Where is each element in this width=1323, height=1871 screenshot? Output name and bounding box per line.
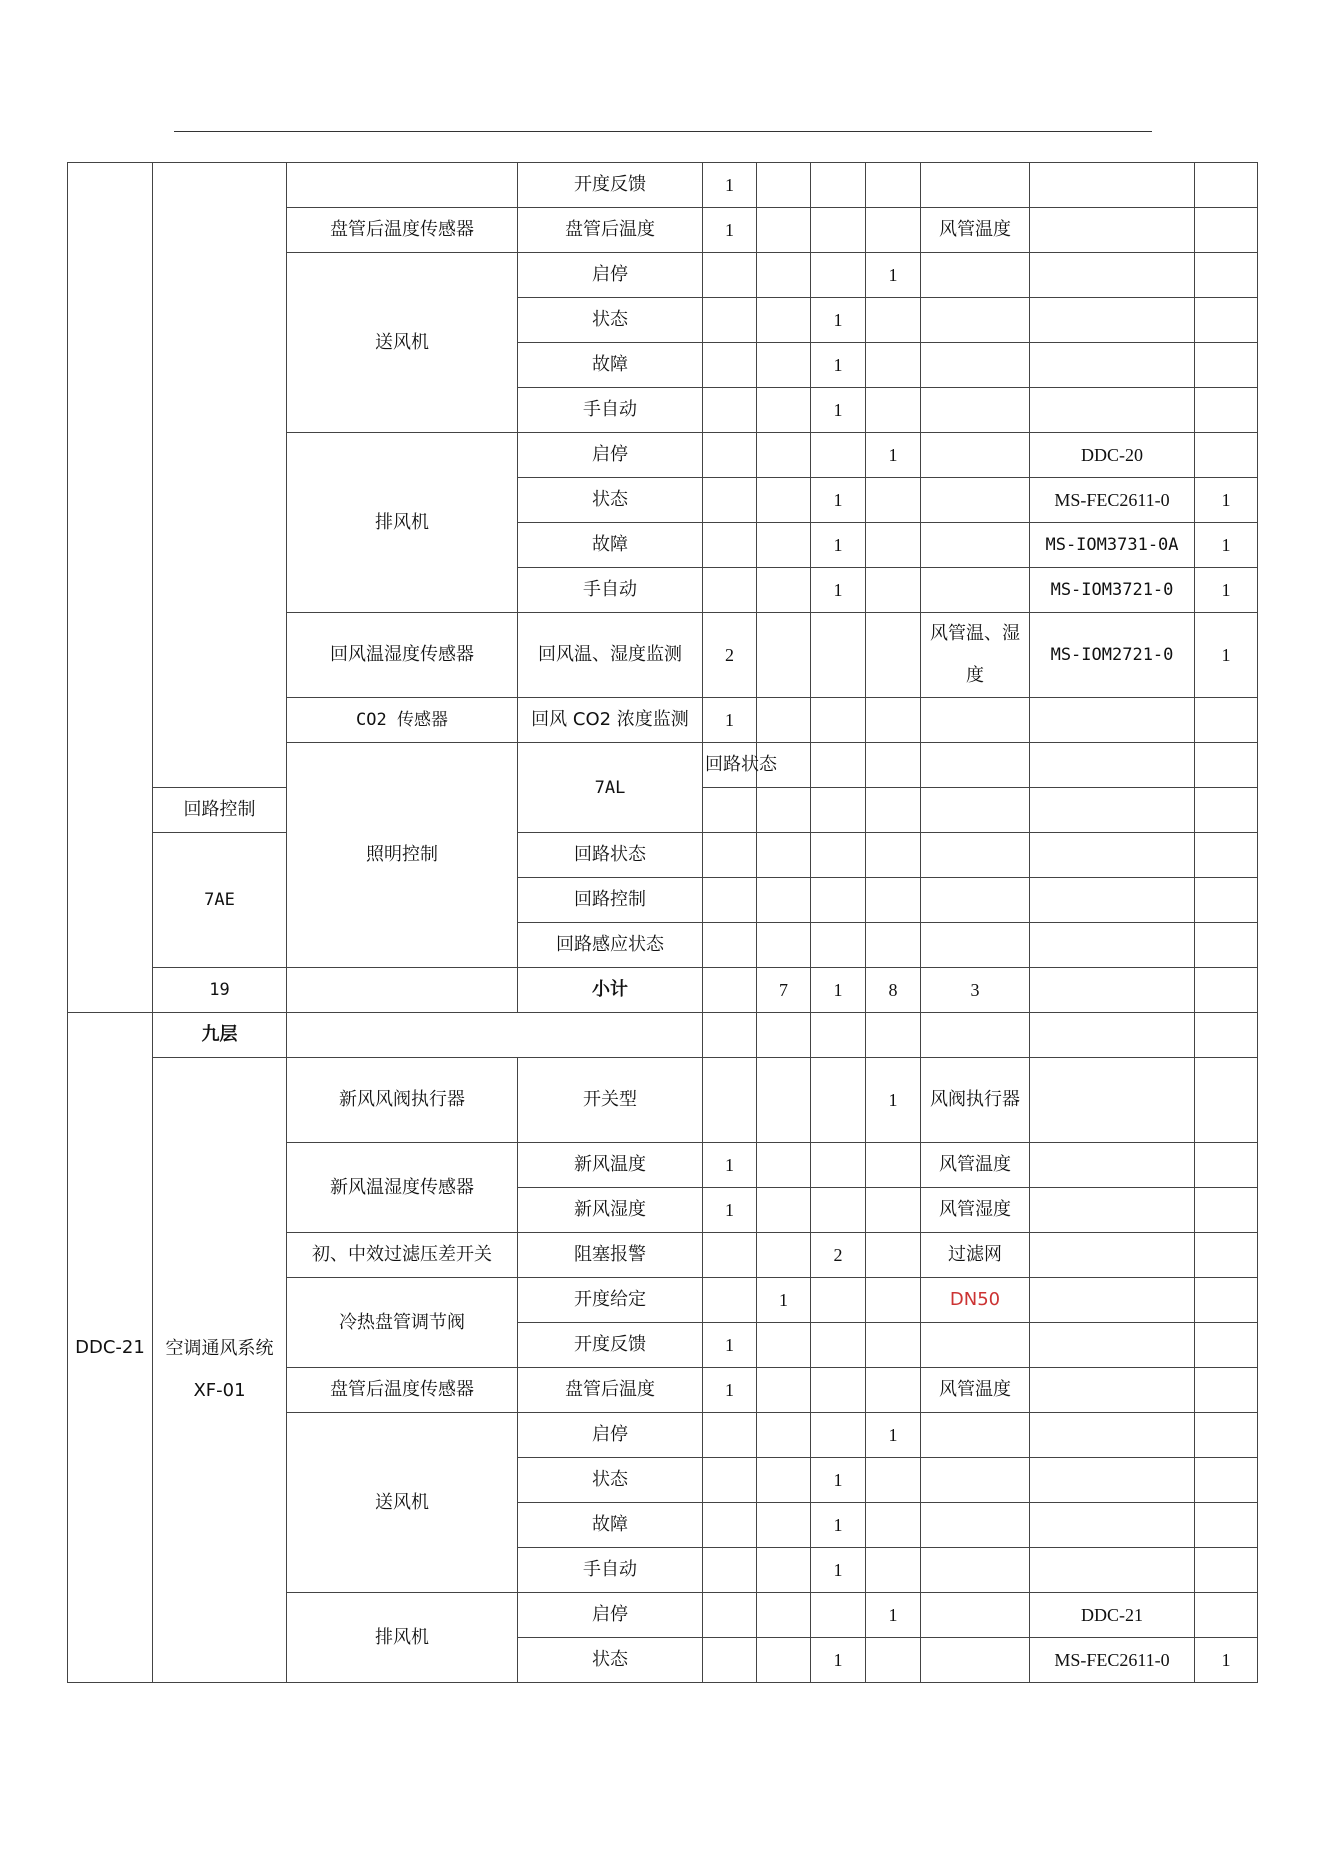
system-cell: 照明控制: [287, 743, 518, 968]
model-cell: MS-FEC2611-0: [1030, 1638, 1195, 1683]
device-cell: 盘管后温度传感器: [287, 1368, 518, 1413]
point-cell: 开关型: [518, 1058, 703, 1143]
device-cell: 排风机: [287, 1593, 518, 1683]
remark-cell: 风管湿度: [921, 1188, 1030, 1233]
di-cell: 1: [811, 568, 866, 613]
ai-cell: 1: [703, 1143, 757, 1188]
do-cell: 1: [866, 1058, 921, 1143]
table-row: [68, 1013, 1258, 1058]
point-cell: 手自动: [518, 1548, 703, 1593]
di-cell: 1: [811, 523, 866, 568]
point-cell: 状态: [518, 478, 703, 523]
di-cell: 1: [811, 388, 866, 433]
ai-cell: 1: [703, 163, 757, 208]
device-cell: 送风机: [287, 1413, 518, 1593]
point-cell: 启停: [518, 1593, 703, 1638]
ai-total: 7: [757, 968, 811, 1013]
point-cell: 开度反馈: [518, 163, 703, 208]
point-cell: 故障: [518, 343, 703, 388]
row-number-cell: 19: [153, 968, 287, 1013]
table-row: [68, 1058, 1258, 1143]
ao-total: 1: [811, 968, 866, 1013]
point-cell: 手自动: [518, 388, 703, 433]
ai-cell: 1: [703, 698, 757, 743]
device-cell: 初、中效过滤压差开关: [287, 1233, 518, 1278]
do-cell: 1: [866, 433, 921, 478]
point-cell: 回路状态: [518, 833, 703, 878]
di-cell: 1: [811, 1503, 866, 1548]
point-cell: 开度反馈: [518, 1323, 703, 1368]
di-cell: 1: [811, 478, 866, 523]
model-cell: DDC-21: [1030, 1593, 1195, 1638]
point-cell: 状态: [518, 298, 703, 343]
system-cell-empty: [153, 163, 287, 788]
device-cell: 排风机: [287, 433, 518, 613]
qty-cell: 1: [1195, 613, 1258, 698]
model-cell: MS-IOM2721-0: [1030, 613, 1195, 698]
di-cell: 1: [811, 1638, 866, 1683]
point-cell: 回路感应状态: [518, 923, 703, 968]
circuit-cell: 7AE: [153, 833, 287, 968]
subtotal-label: 小计: [518, 968, 703, 1013]
circuit-cell: 7AL: [518, 743, 703, 833]
remark-cell: 过滤网: [921, 1233, 1030, 1278]
remark-cell: 风管温度: [921, 208, 1030, 253]
qty-cell: 1: [1195, 478, 1258, 523]
model-cell: MS-IOM3721-0: [1030, 568, 1195, 613]
do-cell: 1: [866, 1593, 921, 1638]
do-cell: 1: [866, 253, 921, 298]
ddc-cell: DDC-21: [68, 1013, 153, 1683]
point-cell: 回路控制: [518, 878, 703, 923]
device-cell: 盘管后温度传感器: [287, 208, 518, 253]
point-cell: 启停: [518, 1413, 703, 1458]
remark-cell: DN50: [921, 1278, 1030, 1323]
table-row: [68, 833, 1258, 878]
point-cell: 回风温、湿度监测: [518, 613, 703, 698]
point-cell: 阻塞报警: [518, 1233, 703, 1278]
ai-cell: 1: [703, 1323, 757, 1368]
qty-cell: 1: [1195, 568, 1258, 613]
point-cell: 状态: [518, 1638, 703, 1683]
model-cell: MS-IOM3731-0A: [1030, 523, 1195, 568]
device-cell: 新风温湿度传感器: [287, 1143, 518, 1233]
device-cell: 冷热盘管调节阀: [287, 1278, 518, 1368]
device-cell: CO2 传感器: [287, 698, 518, 743]
point-cell: 启停: [518, 253, 703, 298]
point-cell: 回路状态: [703, 743, 757, 788]
table-row: [68, 163, 1258, 208]
di-cell: 1: [811, 298, 866, 343]
qty-cell: 1: [1195, 1638, 1258, 1683]
ao-cell: 1: [757, 1278, 811, 1323]
point-cell: 新风温度: [518, 1143, 703, 1188]
di-cell: 1: [811, 1458, 866, 1503]
point-cell: 状态: [518, 1458, 703, 1503]
remark-cell: 风管温度: [921, 1143, 1030, 1188]
device-cell: 回风温湿度传感器: [287, 613, 518, 698]
floor-label: 九层: [153, 1013, 287, 1058]
model-cell: MS-FEC2611-0: [1030, 478, 1195, 523]
point-cell: 盘管后温度: [518, 208, 703, 253]
point-cell: 回风 CO2 浓度监测: [518, 698, 703, 743]
ai-cell: 1: [703, 1188, 757, 1233]
remark-cell: 风管温度: [921, 1368, 1030, 1413]
point-cell: 手自动: [518, 568, 703, 613]
point-cell: 启停: [518, 433, 703, 478]
remark-cell: 风阀执行器: [921, 1058, 1030, 1143]
header-rule: [174, 131, 1152, 132]
point-cell: 故障: [518, 523, 703, 568]
point-cell: 开度给定: [518, 1278, 703, 1323]
ai-cell: 1: [703, 208, 757, 253]
di-cell: 1: [811, 1548, 866, 1593]
ai-cell: 1: [703, 1368, 757, 1413]
device-cell: 送风机: [287, 253, 518, 433]
device-cell-empty: [287, 163, 518, 208]
di-cell: 2: [811, 1233, 866, 1278]
subtotal-row: [68, 968, 1258, 1013]
do-total: 3: [921, 968, 1030, 1013]
qty-cell: 1: [1195, 523, 1258, 568]
point-cell: 新风湿度: [518, 1188, 703, 1233]
system-cell: 空调通风系统 XF-01: [153, 1058, 287, 1683]
point-cell: 回路控制: [153, 788, 287, 833]
di-cell: 1: [811, 343, 866, 388]
remark-cell: 风管温、湿度: [921, 613, 1030, 698]
device-cell: 新风风阀执行器: [287, 1058, 518, 1143]
ai-cell: 2: [703, 613, 757, 698]
model-cell: DDC-20: [1030, 433, 1195, 478]
do-cell: 1: [866, 1413, 921, 1458]
di-total: 8: [866, 968, 921, 1013]
point-cell: 故障: [518, 1503, 703, 1548]
io-point-table: [67, 162, 1258, 1683]
ddc-cell-empty: [68, 163, 153, 1013]
point-cell: 盘管后温度: [518, 1368, 703, 1413]
